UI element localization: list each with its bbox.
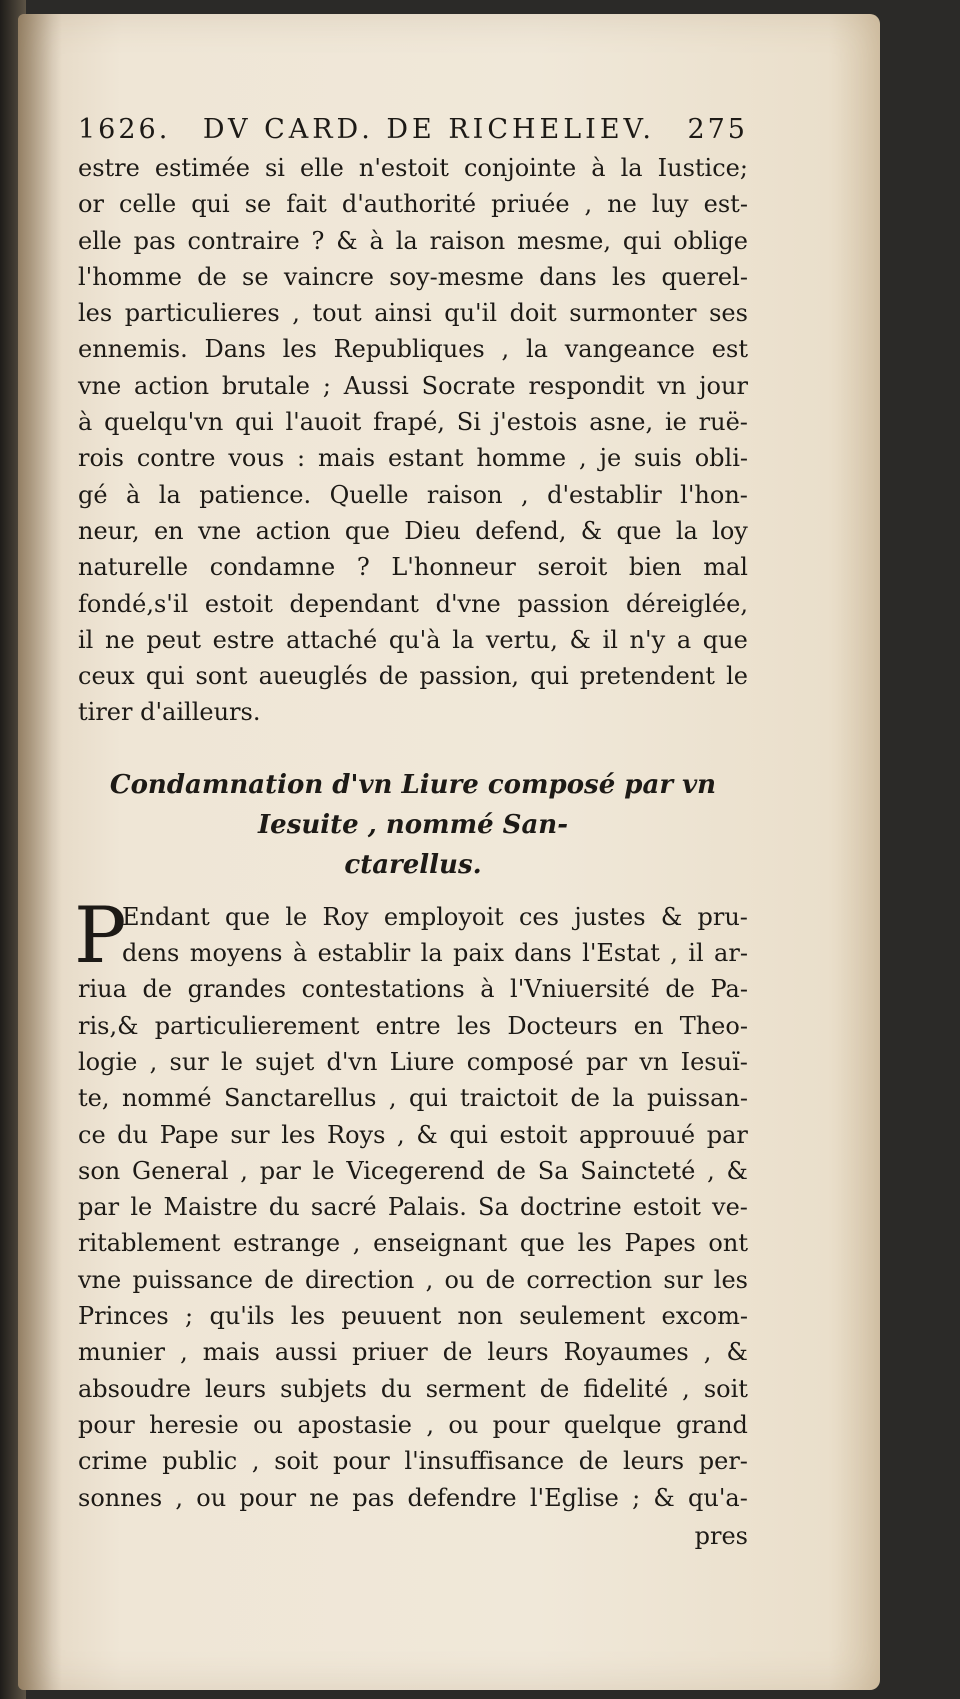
text-line: son General , par le Vicegerend de Sa Saincteté , & — [78, 1156, 748, 1185]
text-line: absoudre leurs subjets du serment de fidelité , soit — [78, 1374, 748, 1403]
text-line: te, nommé Sanctarellus , qui traictoit de la puissan- — [78, 1084, 748, 1113]
text-line: or celle qui se fait d'authorité priuée , ne luy est- — [78, 190, 748, 219]
page-number: 275 — [687, 114, 748, 145]
text-line: crime public , soit pour l'insuffisance de leurs per- — [78, 1447, 748, 1476]
text-line: estre estimée si elle n'estoit conjointe à la Iustice; — [78, 154, 748, 182]
text-line: sonnes , ou pour ne pas defendre l'Eglise ; & qu'a- — [78, 1483, 748, 1512]
text-line: les particulieres , tout ainsi qu'il doit surmonter ses — [78, 299, 748, 328]
text-line: l'homme de se vaincre soy-mesme dans les querel- — [78, 262, 748, 291]
text-line: dens moyens à establir la paix dans l'Estat , il ar- — [122, 939, 748, 968]
text-line: Endant que le Roy employoit ces justes & pru- — [122, 902, 748, 931]
drop-cap: P — [74, 890, 127, 981]
text-line: fondé,s'il estoit dependant d'vne passion déreiglée, — [78, 589, 748, 618]
text-line: munier , mais aussi priuer de leurs Royaumes , & — [78, 1338, 748, 1367]
text-line: riua de grandes contestations à l'Vniuersité de Pa- — [78, 975, 748, 1004]
text-line: rois contre vous : mais estant homme , je suis obli- — [78, 444, 748, 473]
text-line: logie , sur le sujet d'vn Liure composé par vn Iesuï- — [78, 1047, 748, 1076]
text-line: ris,& particulierement entre les Docteurs en Theo- — [78, 1011, 748, 1040]
text-line: ce du Pape sur les Roys , & qui estoit approuué par — [78, 1120, 748, 1149]
text-block — [74, 110, 748, 1554]
text-line: ritablement estrange , enseignant que les Papes ont — [78, 1229, 748, 1258]
catchword: pres — [694, 1521, 748, 1550]
text-line: ennemis. Dans les Republiques , la vangeance est — [78, 335, 748, 364]
text-line: tirer d'ailleurs. — [78, 698, 261, 727]
text-line: vne puissance de direction , ou de correction sur les — [78, 1265, 748, 1294]
running-head-title: DV CARD. DE RICHELIEV. — [202, 114, 655, 145]
heading-line: Condamnation d'vn Liure composé par vn — [109, 769, 717, 800]
running-head-year: 1626. — [78, 114, 171, 145]
text-line: à quelqu'vn qui l'auoit frapé, Si j'estois asne, ie ruë- — [78, 408, 748, 437]
text-line: naturelle condamne ? L'honneur seroit bien mal — [78, 553, 748, 582]
text-line: elle pas contraire ? & à la raison mesme, qui oblige — [78, 226, 748, 255]
text-line: pour heresie ou apostasie , ou pour quelque grand — [78, 1410, 748, 1439]
text-line: gé à la patience. Quelle raison , d'establir l'hon- — [78, 480, 748, 509]
section-heading — [78, 765, 748, 885]
text-line: vne action brutale ; Aussi Socrate respondit vn jour — [78, 371, 748, 400]
text-line: ceux qui sont aueuglés de passion, qui pretendent le — [78, 662, 748, 691]
binding-shadow — [18, 14, 62, 1690]
paragraph-1 — [78, 150, 748, 731]
text-line: neur, en vne action que Dieu defend, & que la loy — [78, 516, 748, 545]
text-line: il ne peut estre attaché qu'à la vertu, & il n'y a que — [78, 625, 748, 654]
heading-line: ctarellus. — [344, 849, 482, 880]
text-line: Princes ; qu'ils les peuuent non seulement excom- — [78, 1302, 748, 1331]
paragraph-2 — [74, 890, 748, 1516]
text-line: par le Maistre du sacré Palais. Sa doctrine estoit ve- — [78, 1193, 748, 1222]
heading-line: Iesuite , nommé San- — [257, 809, 568, 840]
page-sheet — [18, 14, 880, 1690]
running-head — [78, 110, 748, 150]
